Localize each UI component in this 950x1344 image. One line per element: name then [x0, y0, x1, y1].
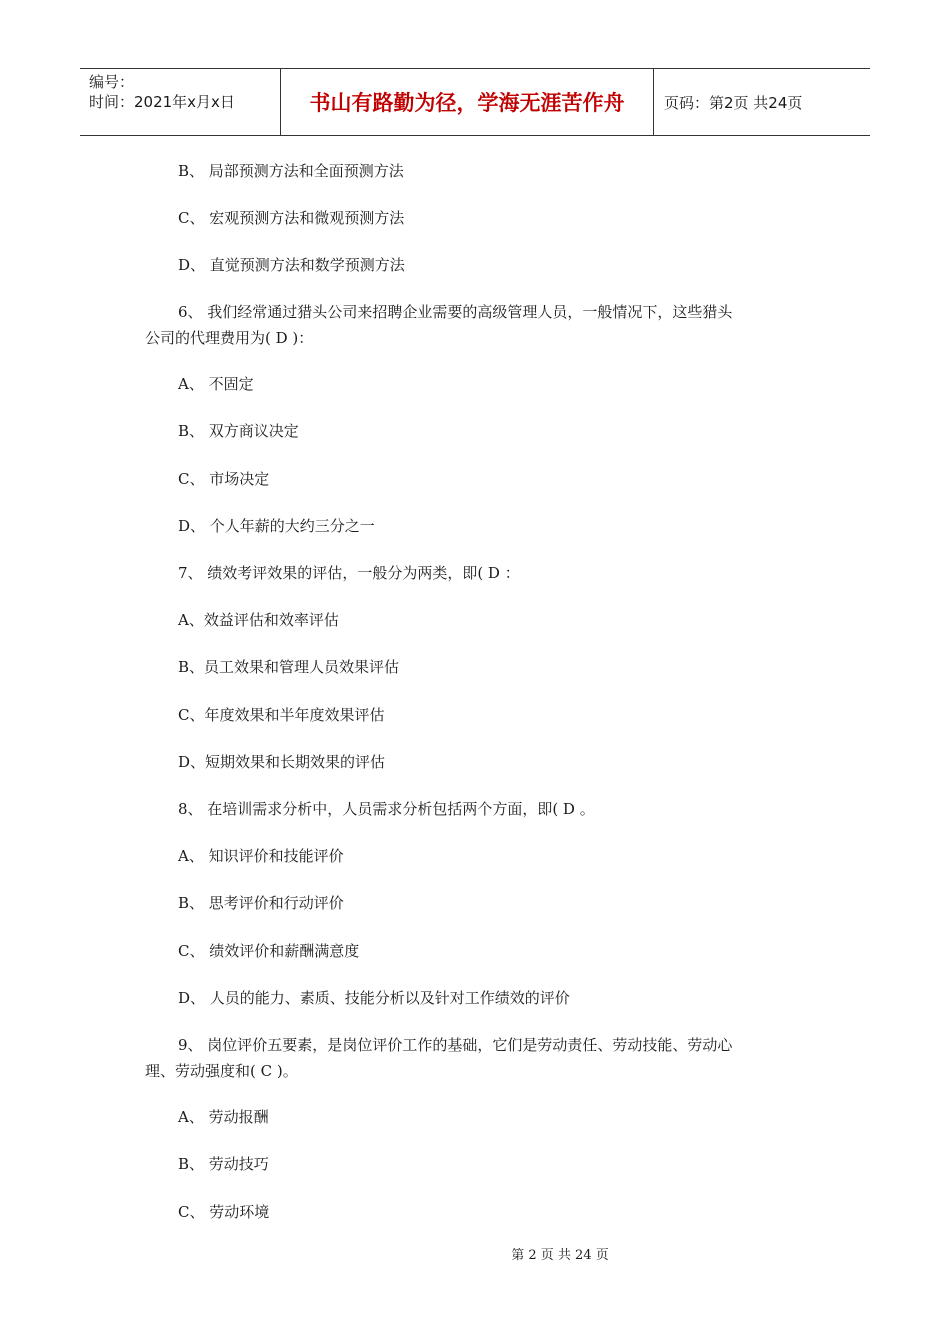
header-motto: 书山有路勤为径，学海无涯苦作舟 — [281, 69, 654, 135]
header-page-number: 页码：第2页 共24页 — [664, 93, 803, 112]
page-footer: 第 2 页 共 24 页 — [511, 1248, 609, 1263]
option-line: C、 市场决定 — [178, 470, 270, 488]
option-line: B、 局部预测方法和全面预测方法 — [178, 162, 404, 180]
question-line: 8、 在培训需求分析中，人员需求分析包括两个方面，即( D 。 — [178, 800, 595, 818]
option-line: D、 人员的能力、素质、技能分析以及针对工作绩效的评价 — [178, 989, 570, 1007]
serial-label: 编号： — [89, 73, 135, 91]
question-continuation: 理、劳动强度和( C )。 — [145, 1062, 298, 1080]
option-line: C、年度效果和半年度效果评估 — [178, 706, 385, 724]
question-line: 9、 岗位评价五要素，是岗位评价工作的基础，它们是劳动责任、劳动技能、劳动心 — [178, 1036, 733, 1054]
header-meta — [80, 69, 281, 135]
option-line: B、员工效果和管理人员效果评估 — [178, 658, 400, 676]
option-line: C、 绩效评价和薪酬满意度 — [178, 942, 360, 960]
option-line: A、效益评估和效率评估 — [178, 611, 339, 629]
option-line: B、 双方商议决定 — [178, 422, 299, 440]
option-line: C、 劳动环境 — [178, 1203, 270, 1221]
question-line: 7、 绩效考评效果的评估，一般分为两类，即( D ： — [178, 564, 520, 582]
option-line: A、 知识评价和技能评价 — [178, 847, 344, 865]
option-line: D、 直觉预测方法和数学预测方法 — [178, 256, 405, 274]
question-continuation: 公司的代理费用为( D )： — [145, 329, 314, 347]
page-header — [80, 68, 870, 136]
time-label: 时间：2021年x月x日 — [89, 93, 235, 111]
question-line: 6、 我们经常通过猎头公司来招聘企业需要的高级管理人员，一般情况下，这些猎头 — [178, 303, 733, 321]
option-line: B、 劳动技巧 — [178, 1155, 269, 1173]
option-line: C、 宏观预测方法和微观预测方法 — [178, 209, 405, 227]
option-line: D、短期效果和长期效果的评估 — [178, 753, 386, 771]
option-line: B、 思考评价和行动评价 — [178, 894, 344, 912]
option-line: A、 不固定 — [178, 375, 254, 393]
option-line: D、 个人年薪的大约三分之一 — [178, 517, 375, 535]
option-line: A、 劳动报酬 — [178, 1108, 269, 1126]
